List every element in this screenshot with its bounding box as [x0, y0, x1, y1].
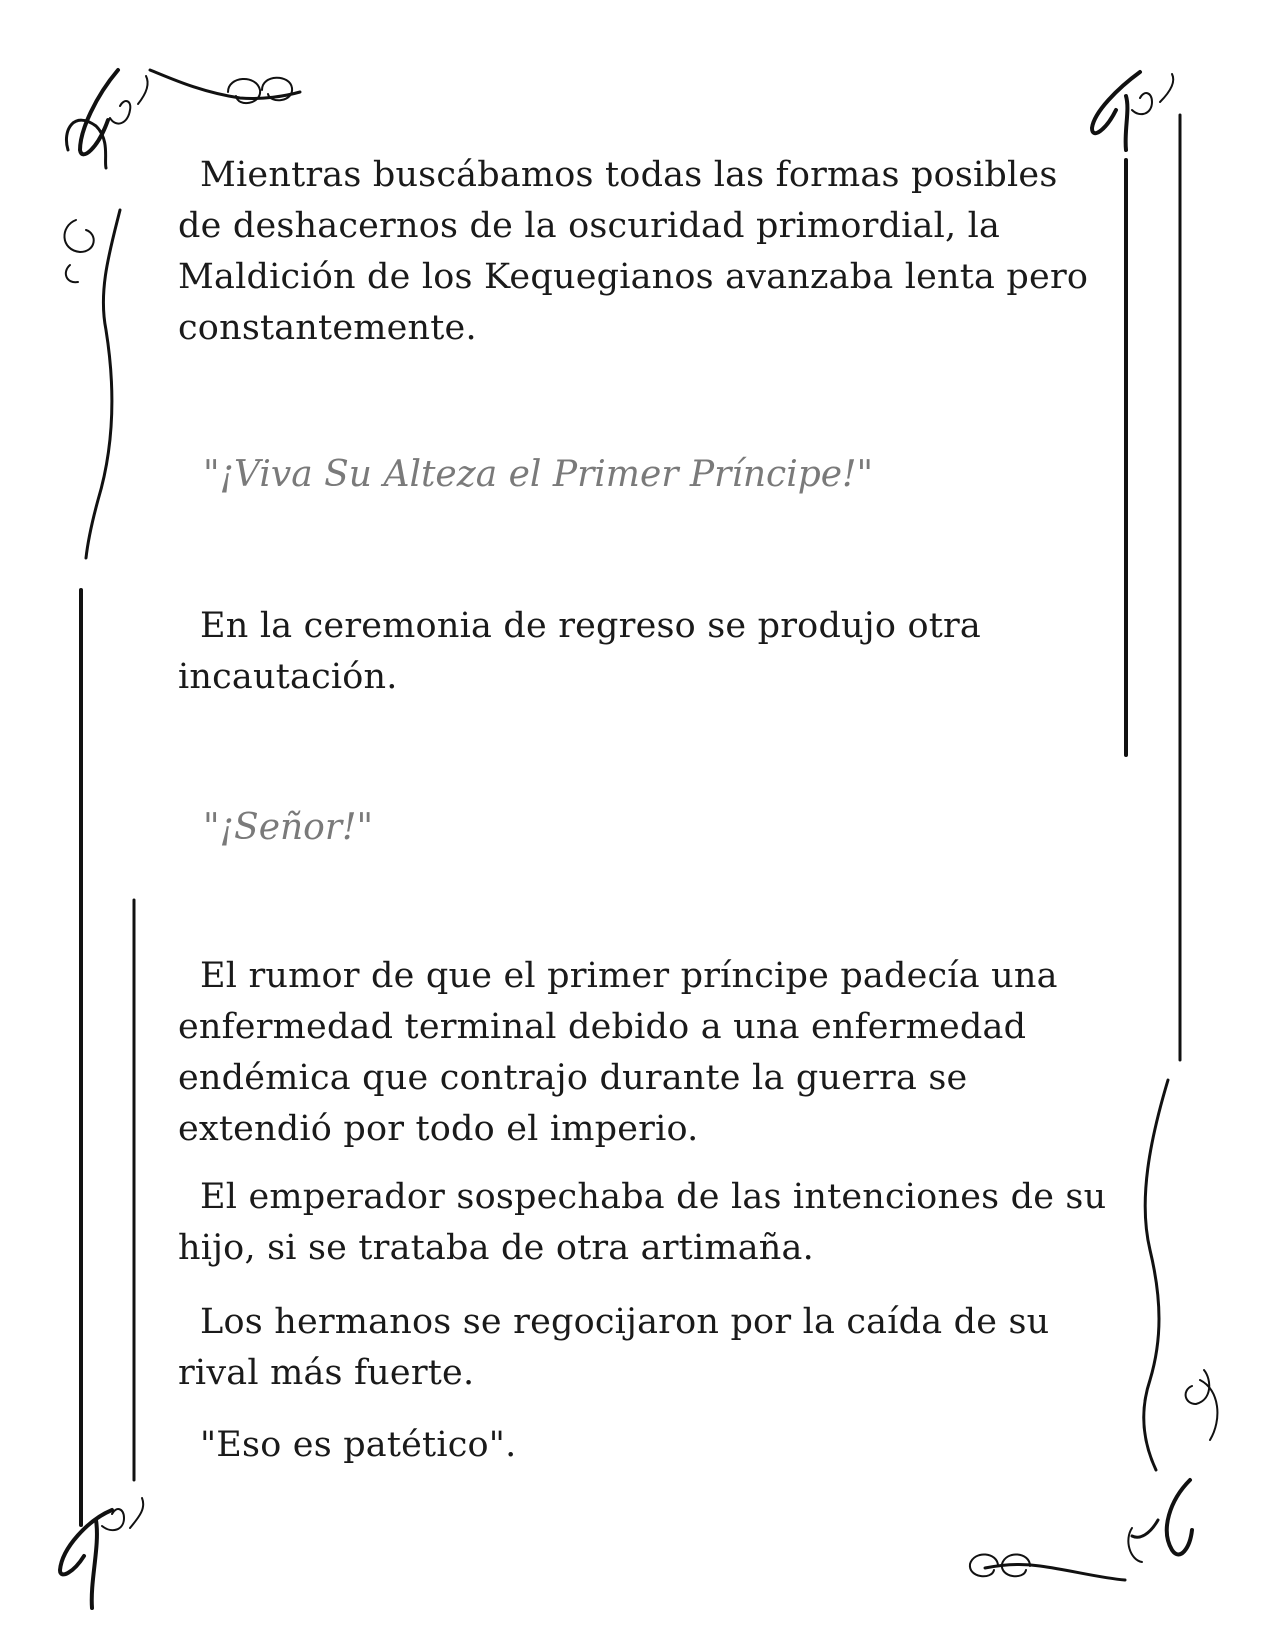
- paragraph-3: El rumor de que el primer príncipe padecía una enfermedad terminal debido a una enfermedad endémica que contrajo durante la guerra se extendió por todo el imperio.: [178, 956, 1058, 1149]
- paragraph-1: Mientras buscábamos todas las formas posibles de deshacernos de la oscuridad primordial, la Maldición de los Kequegianos avanzaba lenta pero constantemente.: [178, 155, 1089, 348]
- dialogue-1: "¡Viva Su Alteza el Primer Príncipe!": [203, 454, 874, 495]
- bottom-left-flourish: [60, 1498, 143, 1608]
- top-right-flourish: [1092, 72, 1173, 150]
- paragraph-4: El emperador sospechaba de las intenciones de su hijo, si se trataba de otra artimaña.: [178, 1177, 1107, 1268]
- dialogue-2: "¡Señor!": [203, 807, 374, 848]
- paragraph-5: Los hermanos se regocijaron por la caída de su rival más fuerte.: [178, 1302, 1050, 1393]
- paragraph-6: "Eso es patético".: [200, 1425, 517, 1465]
- paragraph-2: En la ceremonia de regreso se produjo otra incautación.: [178, 606, 981, 697]
